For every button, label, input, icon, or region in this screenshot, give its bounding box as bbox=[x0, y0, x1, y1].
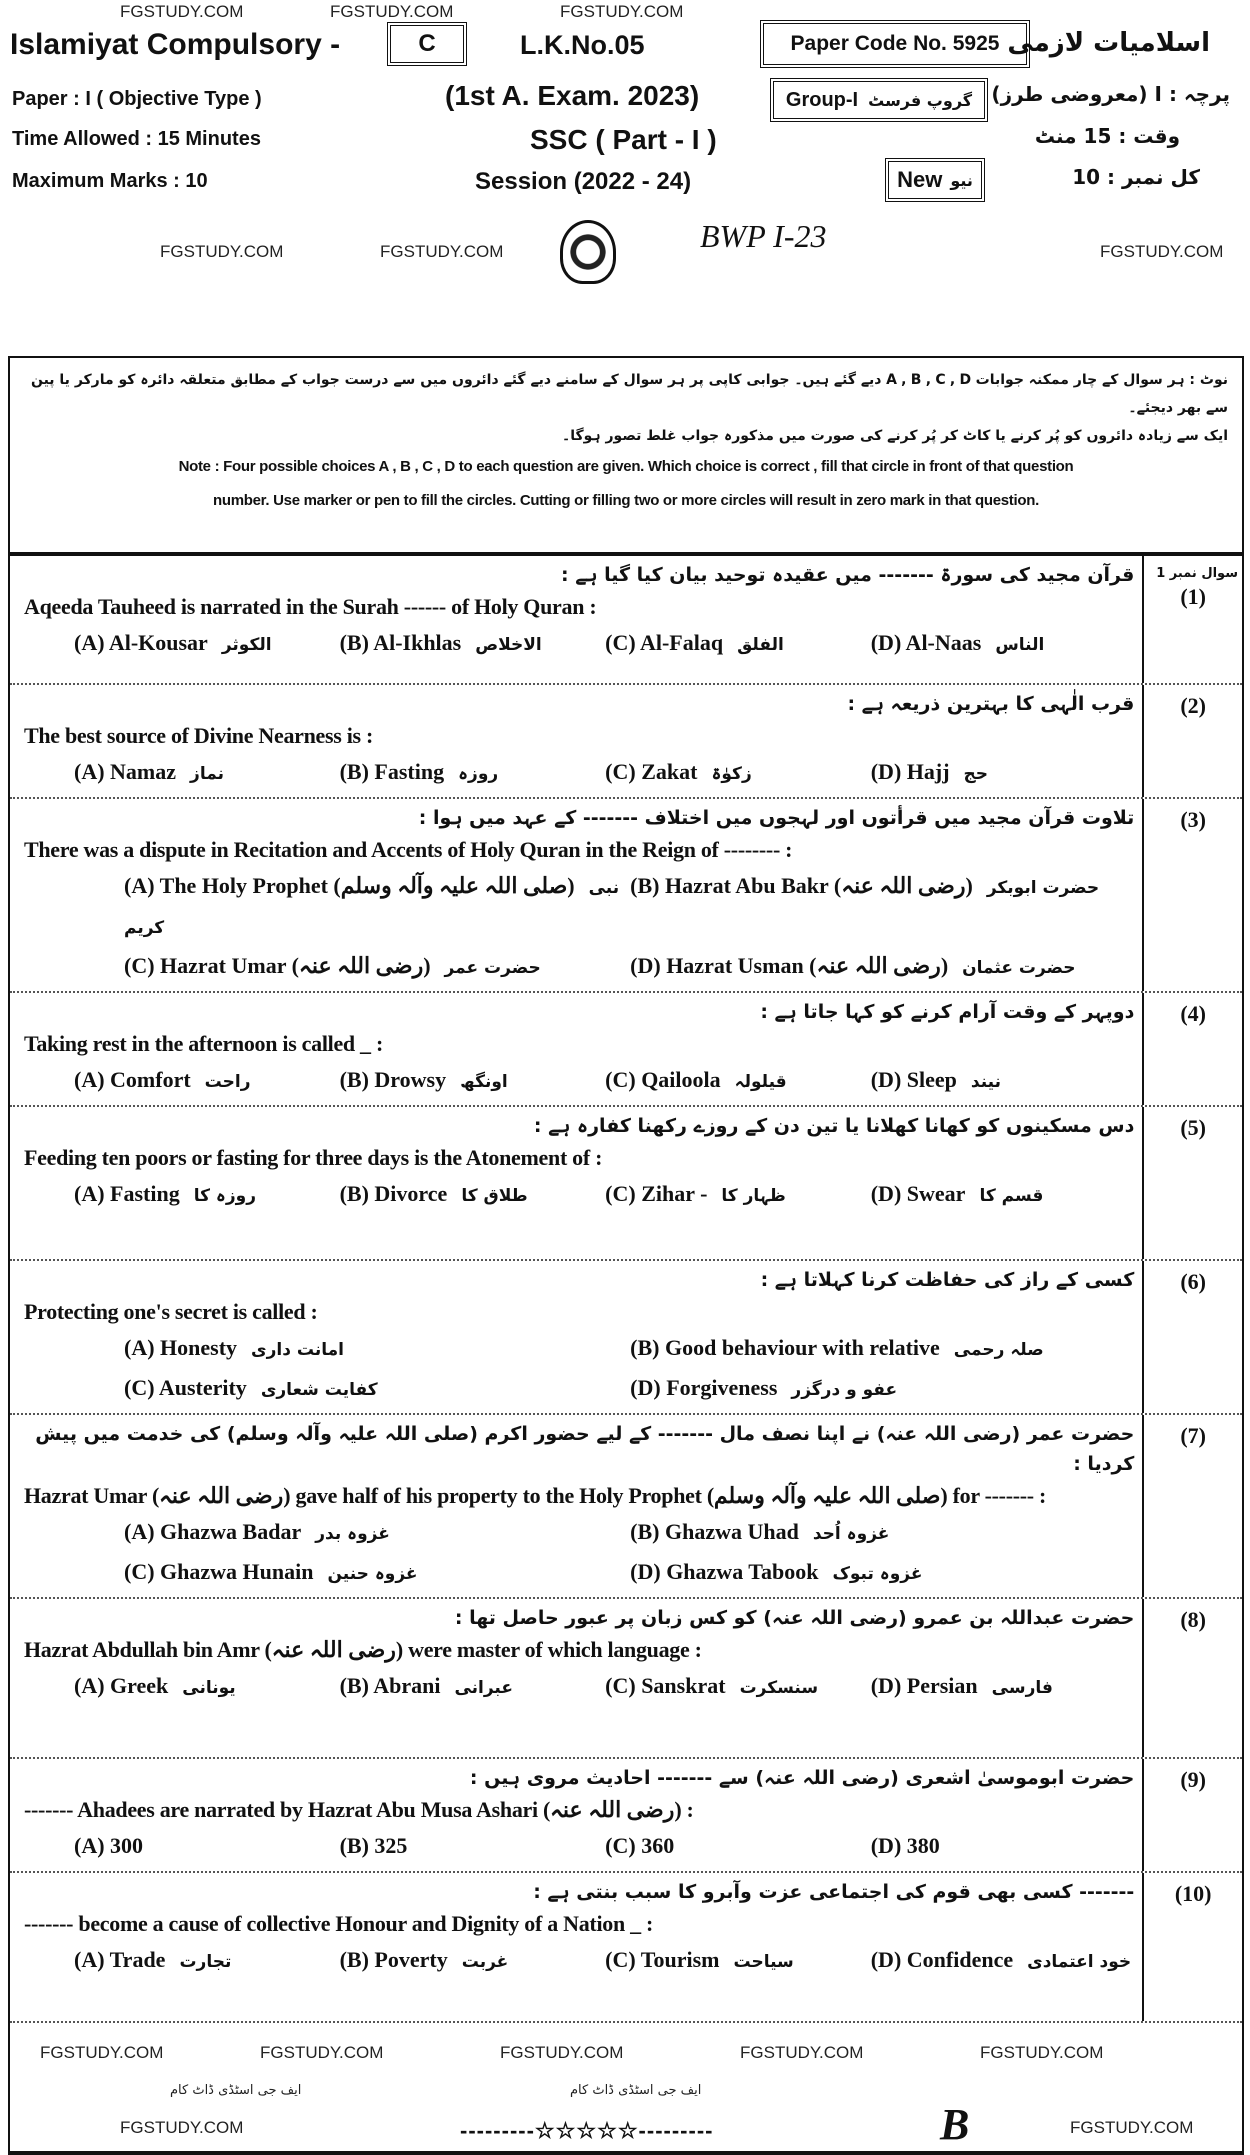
question-number-cell bbox=[1142, 993, 1242, 1105]
option: (B) Good behaviour with relative صلہ رحمی bbox=[630, 1335, 1044, 1360]
question-table bbox=[8, 556, 1244, 2023]
option: (B) Poverty غربت bbox=[339, 1947, 509, 1972]
time-allowed: Time Allowed : 15 Minutes bbox=[12, 128, 261, 150]
watermark: FGSTUDY.COM bbox=[330, 2, 454, 21]
question-body bbox=[10, 1759, 1142, 1871]
paper-code-box bbox=[760, 20, 1030, 68]
option: (C) Ghazwa Hunain غزوہ حنین bbox=[124, 1559, 418, 1584]
question-body bbox=[10, 1599, 1142, 1757]
question-english: There was a dispute in Recitation and Accents of Holy Quran in the Reign of -------- : bbox=[24, 837, 793, 862]
question-english: The best source of Divine Nearness is : bbox=[24, 723, 374, 748]
question-number: (7) bbox=[1180, 1423, 1206, 1448]
question-row bbox=[10, 1261, 1242, 1415]
note-urdu-line-2: ایک سے زیادہ دائروں کو پُر کرنے یا کاٹ کر پُر کرنے کی صورت میں مذکورہ جواب غلط تصور ہوگا۔ bbox=[562, 428, 1228, 444]
question-urdu: قرآن مجید کی سورۃ ------- میں عقیدہ توحید بیان کیا گیا ہے : bbox=[561, 564, 1135, 586]
board-logo-icon bbox=[560, 220, 616, 284]
question-row bbox=[10, 685, 1242, 799]
paper-type: Paper : I ( Objective Type ) bbox=[12, 88, 262, 110]
option: (D) Ghazwa Tabook غزوہ تبوک bbox=[630, 1559, 923, 1584]
watermark: FGSTUDY.COM bbox=[1100, 242, 1224, 261]
option: (B) Hazrat Abu Bakr (رضی اللہ عنہ) حضرت ابوبکر bbox=[630, 873, 1100, 898]
options bbox=[24, 753, 1136, 793]
option: (A) Al-Kousar الکوثر bbox=[74, 630, 272, 655]
option: (B) Abrani عبرانی bbox=[339, 1673, 513, 1698]
question-body bbox=[10, 556, 1142, 683]
question-body bbox=[10, 685, 1142, 797]
note-urdu-line-1: نوٹ : ہر سوال کے چار ممکنہ جوابات A , B , C , D دیے گئے ہیں۔ جوابی کاپی پر ہر سوال کے سامنے دیے گئے دائروں میں سے درست جواب کے مطابق متعلقہ دائرہ کو مارکر یا پین سے بھر دیجئے۔ bbox=[30, 372, 1228, 416]
watermark: FGSTUDY.COM bbox=[120, 2, 244, 21]
question-urdu: دس مسکینوں کو کھانا کھلانا یا تین دن کے روزے رکھنا کفارہ ہے : bbox=[533, 1115, 1135, 1137]
question-urdu: کسی کے راز کی حفاظت کرنا کہلاتا ہے : bbox=[760, 1269, 1135, 1291]
note-english-line-2: number. Use marker or pen to fill the circles. Cutting or filling two or more circles will result in zero mark in that question. bbox=[213, 492, 1039, 509]
question-english: Feeding ten poors or fasting for three days is the Atonement of : bbox=[24, 1145, 603, 1170]
watermark: FGSTUDY.COM bbox=[740, 2043, 864, 2062]
option: (D) 380 bbox=[870, 1833, 940, 1858]
option: (D) Hajj حج bbox=[870, 759, 989, 784]
question-row bbox=[10, 1107, 1242, 1261]
option: (B) Al-Ikhlas الاخلاص bbox=[339, 630, 542, 655]
handwritten-note: BWP I-23 bbox=[700, 218, 827, 254]
session: Session (2022 - 24) bbox=[475, 168, 692, 195]
option: (D) Hazrat Usman (رضی اللہ عنہ) حضرت عثمان bbox=[630, 953, 1076, 978]
option: (C) 360 bbox=[605, 1833, 675, 1858]
question-number: (10) bbox=[1174, 1881, 1212, 1906]
question-urdu: دوپہر کے وقت آرام کرنے کو کہا جاتا ہے : bbox=[760, 1001, 1135, 1023]
option: (A) Fasting روزہ کا bbox=[74, 1181, 257, 1206]
question-body bbox=[10, 993, 1142, 1105]
option: (D) Sleep نیند bbox=[870, 1067, 1001, 1092]
question-row bbox=[10, 993, 1242, 1107]
lk-number: L.K.No.05 bbox=[520, 30, 645, 60]
question-number: (3) bbox=[1180, 807, 1206, 832]
options bbox=[24, 1061, 1136, 1101]
watermark: FGSTUDY.COM bbox=[260, 2043, 384, 2062]
maximum-marks-urdu: کل نمبر : 10 bbox=[1072, 165, 1200, 189]
options bbox=[24, 1513, 1136, 1593]
question-number-cell bbox=[1142, 799, 1242, 991]
question-row bbox=[10, 1415, 1242, 1599]
question-english: ------- Ahadees are narrated by Hazrat Abu Musa Ashari (رضی اللہ عنہ) : bbox=[24, 1797, 694, 1822]
options bbox=[24, 1175, 1136, 1215]
options bbox=[24, 1667, 1136, 1707]
option: (C) Austerity کفایت شعاری bbox=[124, 1375, 378, 1400]
time-allowed-urdu: وقت : 15 منٹ bbox=[1034, 124, 1180, 148]
option: (A) 300 bbox=[74, 1833, 144, 1858]
question-number: (2) bbox=[1180, 693, 1206, 718]
paper-type-urdu: پرچہ : I (معروضی طرز) bbox=[991, 82, 1230, 106]
question-english: Taking rest in the afternoon is called _ : bbox=[24, 1031, 383, 1056]
question-number-cell bbox=[1142, 1107, 1242, 1259]
exam-title: (1st A. Exam. 2023) bbox=[445, 80, 700, 111]
question-number-cell bbox=[1142, 1415, 1242, 1597]
option: (A) Comfort راحت bbox=[74, 1067, 251, 1092]
option: (C) Zakat زکوٰۃ bbox=[605, 759, 752, 784]
group-box: Group-I گروپ فرسٹ bbox=[770, 78, 988, 122]
option: (D) Swear قسم کا bbox=[870, 1181, 1044, 1206]
option: (B) Divorce طلاق کا bbox=[339, 1181, 528, 1206]
question-number-cell bbox=[1142, 1759, 1242, 1871]
end-of-paper-stars: ---------☆☆☆☆☆--------- bbox=[460, 2118, 714, 2143]
class-title: SSC ( Part - I ) bbox=[530, 124, 717, 155]
question-urdu: حضرت ابوموسیٰ اشعری (رضی اللہ عنہ) سے ------- احادیث مروی ہیں : bbox=[469, 1767, 1135, 1789]
options bbox=[24, 867, 1136, 987]
options bbox=[24, 1827, 1136, 1867]
question-number: (4) bbox=[1180, 1001, 1206, 1026]
question-body bbox=[10, 1415, 1142, 1597]
question-urdu: حضرت عمر (رضی اللہ عنہ) نے اپنا نصف مال ------- کے لیے حضور اکرم (صلی اللہ علیہ وآلہ وسلم) کی خدمت میں پیش کردیا : bbox=[35, 1423, 1135, 1475]
question-row bbox=[10, 1759, 1242, 1873]
question-number: (9) bbox=[1180, 1767, 1206, 1792]
question-row bbox=[10, 1873, 1242, 2023]
question-number-cell bbox=[1142, 556, 1242, 683]
question-body bbox=[10, 1873, 1142, 2021]
option: (C) Zihar - ظہار کا bbox=[605, 1181, 786, 1206]
watermark: FGSTUDY.COM bbox=[980, 2043, 1104, 2062]
paper-footer bbox=[8, 2023, 1244, 2155]
watermark: FGSTUDY.COM bbox=[500, 2043, 624, 2062]
option: (C) Sanskrat سنسکرت bbox=[605, 1673, 819, 1698]
watermark: FGSTUDY.COM bbox=[380, 242, 504, 261]
option: (C) Tourism سیاحت bbox=[605, 1947, 794, 1972]
question-number-cell bbox=[1142, 685, 1242, 797]
subject-title-urdu: اسلامیات لازمی bbox=[1007, 28, 1210, 58]
question-english: Aqeeda Tauheed is narrated in the Surah ------ of Holy Quran : bbox=[24, 594, 597, 619]
options bbox=[24, 1941, 1136, 1981]
signature-icon: B bbox=[940, 2100, 970, 2149]
option: (B) 325 bbox=[339, 1833, 408, 1858]
watermark: FGSTUDY.COM bbox=[160, 242, 284, 261]
question-urdu: تلاوت قرآن مجید میں قرأتوں اور لہجوں میں اختلاف ------- کے عہد میں ہوا : bbox=[418, 807, 1135, 829]
question-number: (6) bbox=[1180, 1269, 1206, 1294]
option: (A) Greek یونانی bbox=[74, 1673, 236, 1698]
maximum-marks: Maximum Marks : 10 bbox=[12, 170, 208, 192]
option: (A) Honesty امانت داری bbox=[124, 1335, 344, 1360]
instructions-note bbox=[8, 356, 1244, 556]
new-badge: New نیو bbox=[885, 158, 985, 202]
subject-title: Islamiyat Compulsory - bbox=[10, 28, 341, 61]
question-english: Hazrat Umar (رضی اللہ عنہ) gave half of his property to the Holy Prophet (صلی اللہ علیہ وآلہ وسلم) for ------- : bbox=[24, 1483, 1047, 1508]
question-english: Hazrat Abdullah bin Amr (رضی اللہ عنہ) were master of which language : bbox=[24, 1637, 702, 1662]
question-row bbox=[10, 799, 1242, 993]
note-english-line-1: Note : Four possible choices A , B , C , D to each question are given. Which choice is correct , fill that circle in front of that question bbox=[178, 458, 1074, 475]
question-number: (1) bbox=[1180, 584, 1206, 609]
option: (B) Drowsy اونگھ bbox=[339, 1067, 508, 1092]
watermark: FGSTUDY.COM bbox=[560, 2, 684, 21]
question-number-cell bbox=[1142, 1873, 1242, 2021]
paper-version: C bbox=[418, 30, 436, 57]
question-number-cell bbox=[1142, 1261, 1242, 1413]
option: (C) Hazrat Umar (رضی اللہ عنہ) حضرت عمر bbox=[124, 953, 541, 978]
question-body bbox=[10, 799, 1142, 991]
question-body bbox=[10, 1107, 1142, 1259]
option: (C) Qailoola قیلولہ bbox=[605, 1067, 787, 1092]
watermark: FGSTUDY.COM bbox=[120, 2118, 244, 2137]
option: (D) Confidence خود اعتمادی bbox=[870, 1947, 1132, 1972]
option: (D) Forgiveness عفو و درگزر bbox=[630, 1375, 898, 1400]
watermark-urdu: ایف جی اسٹڈی ڈاٹ کام bbox=[570, 2083, 702, 2098]
question-row bbox=[10, 556, 1242, 685]
paper-code: Paper Code No. 5925 bbox=[790, 32, 1000, 55]
question-number: (5) bbox=[1180, 1115, 1206, 1140]
watermark: FGSTUDY.COM bbox=[1070, 2118, 1194, 2137]
option: (A) The Holy Prophet (صلی اللہ علیہ وآلہ وسلم) نبی کریم bbox=[124, 873, 620, 938]
option: (A) Trade تجارت bbox=[74, 1947, 232, 1972]
option: (B) Ghazwa Uhad غزوہ اُحد bbox=[630, 1519, 890, 1544]
question-urdu: قرب الٰہی کا بہترین ذریعہ ہے : bbox=[847, 693, 1135, 715]
question-number-cell bbox=[1142, 1599, 1242, 1757]
options bbox=[24, 624, 1136, 664]
option: (C) Al-Falaq الفلق bbox=[605, 630, 784, 655]
question-english: Protecting one's secret is called : bbox=[24, 1299, 318, 1324]
question-number: (8) bbox=[1180, 1607, 1206, 1632]
paper-body bbox=[8, 356, 1244, 2155]
watermark: FGSTUDY.COM bbox=[40, 2043, 164, 2062]
option: (D) Persian فارسی bbox=[870, 1673, 1053, 1698]
watermark-urdu: ایف جی اسٹڈی ڈاٹ کام bbox=[170, 2083, 302, 2098]
question-label-urdu: سوال نمبر 1 bbox=[1156, 566, 1238, 581]
question-urdu: ------- کسی بھی قوم کی اجتماعی عزت وآبرو کا سبب بنتی ہے : bbox=[533, 1881, 1135, 1903]
options bbox=[24, 1329, 1136, 1409]
question-body bbox=[10, 1261, 1142, 1413]
option: (D) Al-Naas الناس bbox=[870, 630, 1045, 655]
option: (A) Ghazwa Badar غزوہ بدر bbox=[124, 1519, 390, 1544]
question-urdu: حضرت عبداللہ بن عمرو (رضی اللہ عنہ) کو کس زبان پر عبور حاصل تھا : bbox=[454, 1607, 1135, 1629]
option: (A) Namaz نماز bbox=[74, 759, 224, 784]
option: (B) Fasting روزہ bbox=[339, 759, 499, 784]
question-english: ------- become a cause of collective Honour and Dignity of a Nation _ : bbox=[24, 1911, 654, 1936]
paper-version-box bbox=[387, 22, 467, 66]
question-row bbox=[10, 1599, 1242, 1759]
